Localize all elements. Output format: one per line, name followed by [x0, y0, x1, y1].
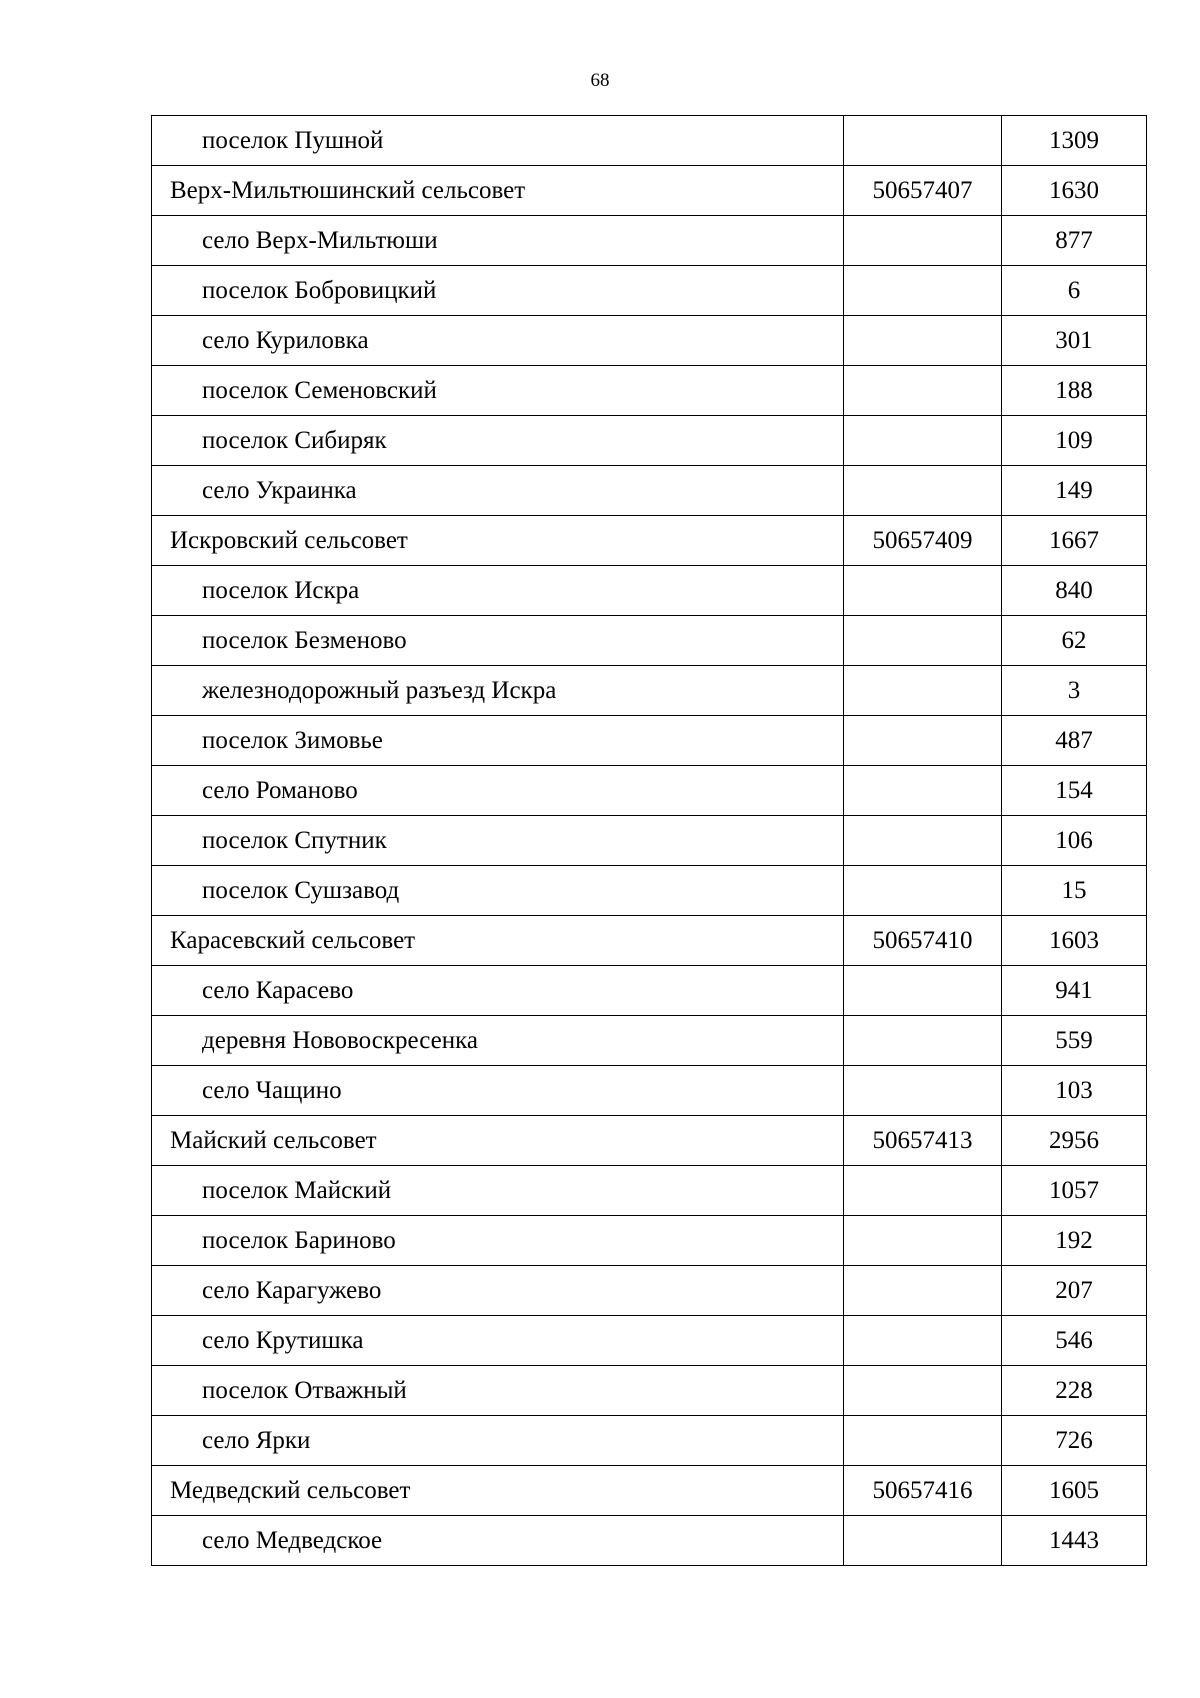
- code-cell: [844, 666, 1002, 716]
- settlement-row: [152, 716, 1147, 766]
- name-cell: село Карасево: [152, 966, 844, 1016]
- code-cell: 50657407: [844, 166, 1002, 216]
- name-cell: поселок Зимовье: [152, 716, 844, 766]
- population-cell: 109: [1002, 416, 1147, 466]
- population-cell: 726: [1002, 1416, 1147, 1466]
- settlement-row: [152, 1216, 1147, 1266]
- table-body: [152, 116, 1147, 1566]
- code-cell: [844, 1516, 1002, 1566]
- population-cell: 546: [1002, 1316, 1147, 1366]
- name-cell: село Карагужево: [152, 1266, 844, 1316]
- code-cell: [844, 466, 1002, 516]
- population-cell: 1603: [1002, 916, 1147, 966]
- population-cell: 3: [1002, 666, 1147, 716]
- code-cell: [844, 116, 1002, 166]
- name-cell: село Чащино: [152, 1066, 844, 1116]
- name-cell: поселок Сушзавод: [152, 866, 844, 916]
- code-cell: [844, 1366, 1002, 1416]
- name-cell: поселок Бобровицкий: [152, 266, 844, 316]
- name-cell: село Ярки: [152, 1416, 844, 1466]
- code-cell: 50657416: [844, 1466, 1002, 1516]
- settlement-row: [152, 1416, 1147, 1466]
- name-cell: поселок Спутник: [152, 816, 844, 866]
- code-cell: [844, 1066, 1002, 1116]
- council-row: [152, 1466, 1147, 1516]
- name-cell: село Куриловка: [152, 316, 844, 366]
- settlement-row: [152, 616, 1147, 666]
- population-cell: 106: [1002, 816, 1147, 866]
- name-cell: поселок Отважный: [152, 1366, 844, 1416]
- name-cell: поселок Семеновский: [152, 366, 844, 416]
- settlement-row: [152, 366, 1147, 416]
- name-cell: Карасевский сельсовет: [152, 916, 844, 966]
- page-number: 68: [590, 70, 610, 91]
- code-cell: [844, 1166, 1002, 1216]
- code-cell: 50657409: [844, 516, 1002, 566]
- code-cell: [844, 366, 1002, 416]
- name-cell: Искровский сельсовет: [152, 516, 844, 566]
- name-cell: село Верх-Мильтюши: [152, 216, 844, 266]
- population-cell: 1443: [1002, 1516, 1147, 1566]
- settlement-row: [152, 466, 1147, 516]
- settlement-row: [152, 966, 1147, 1016]
- population-cell: 487: [1002, 716, 1147, 766]
- population-cell: 154: [1002, 766, 1147, 816]
- code-cell: [844, 216, 1002, 266]
- settlement-row: [152, 566, 1147, 616]
- name-cell: село Украинка: [152, 466, 844, 516]
- code-cell: [844, 866, 1002, 916]
- code-cell: [844, 1416, 1002, 1466]
- population-cell: 1057: [1002, 1166, 1147, 1216]
- settlement-row: [152, 666, 1147, 716]
- council-row: [152, 1116, 1147, 1166]
- population-cell: 877: [1002, 216, 1147, 266]
- population-cell: 1605: [1002, 1466, 1147, 1516]
- settlement-row: [152, 766, 1147, 816]
- settlement-row: [152, 816, 1147, 866]
- settlement-row: [152, 116, 1147, 166]
- name-cell: деревня Нововоскресенка: [152, 1016, 844, 1066]
- name-cell: село Романово: [152, 766, 844, 816]
- code-cell: [844, 316, 1002, 366]
- code-cell: [844, 716, 1002, 766]
- settlement-population-table: [151, 115, 1147, 1566]
- population-cell: 228: [1002, 1366, 1147, 1416]
- name-cell: поселок Пушной: [152, 116, 844, 166]
- council-row: [152, 516, 1147, 566]
- population-cell: 103: [1002, 1066, 1147, 1116]
- code-cell: [844, 1016, 1002, 1066]
- settlement-row: [152, 1016, 1147, 1066]
- population-cell: 62: [1002, 616, 1147, 666]
- settlement-row: [152, 216, 1147, 266]
- name-cell: поселок Сибиряк: [152, 416, 844, 466]
- code-cell: 50657413: [844, 1116, 1002, 1166]
- settlement-row: [152, 416, 1147, 466]
- settlement-row: [152, 1516, 1147, 1566]
- settlement-row: [152, 316, 1147, 366]
- name-cell: Верх-Мильтюшинский сельсовет: [152, 166, 844, 216]
- name-cell: село Крутишка: [152, 1316, 844, 1366]
- settlement-row: [152, 1166, 1147, 1216]
- name-cell: поселок Майский: [152, 1166, 844, 1216]
- code-cell: [844, 616, 1002, 666]
- population-cell: 149: [1002, 466, 1147, 516]
- name-cell: Медведский сельсовет: [152, 1466, 844, 1516]
- population-cell: 840: [1002, 566, 1147, 616]
- settlement-row: [152, 1066, 1147, 1116]
- code-cell: [844, 566, 1002, 616]
- code-cell: [844, 816, 1002, 866]
- population-cell: 1630: [1002, 166, 1147, 216]
- settlement-row: [152, 266, 1147, 316]
- name-cell: поселок Искра: [152, 566, 844, 616]
- name-cell: поселок Бариново: [152, 1216, 844, 1266]
- council-row: [152, 916, 1147, 966]
- name-cell: Майский сельсовет: [152, 1116, 844, 1166]
- population-cell: 192: [1002, 1216, 1147, 1266]
- population-cell: 2956: [1002, 1116, 1147, 1166]
- population-cell: 941: [1002, 966, 1147, 1016]
- name-cell: село Медведское: [152, 1516, 844, 1566]
- population-cell: 559: [1002, 1016, 1147, 1066]
- code-cell: [844, 266, 1002, 316]
- code-cell: 50657410: [844, 916, 1002, 966]
- population-cell: 188: [1002, 366, 1147, 416]
- settlement-row: [152, 866, 1147, 916]
- population-cell: 15: [1002, 866, 1147, 916]
- population-cell: 6: [1002, 266, 1147, 316]
- settlement-row: [152, 1366, 1147, 1416]
- code-cell: [844, 1316, 1002, 1366]
- population-cell: 207: [1002, 1266, 1147, 1316]
- code-cell: [844, 966, 1002, 1016]
- settlement-row: [152, 1316, 1147, 1366]
- code-cell: [844, 416, 1002, 466]
- population-cell: 1667: [1002, 516, 1147, 566]
- code-cell: [844, 1266, 1002, 1316]
- code-cell: [844, 1216, 1002, 1266]
- name-cell: железнодорожный разъезд Искра: [152, 666, 844, 716]
- settlement-row: [152, 1266, 1147, 1316]
- council-row: [152, 166, 1147, 216]
- code-cell: [844, 766, 1002, 816]
- population-cell: 1309: [1002, 116, 1147, 166]
- population-cell: 301: [1002, 316, 1147, 366]
- name-cell: поселок Безменово: [152, 616, 844, 666]
